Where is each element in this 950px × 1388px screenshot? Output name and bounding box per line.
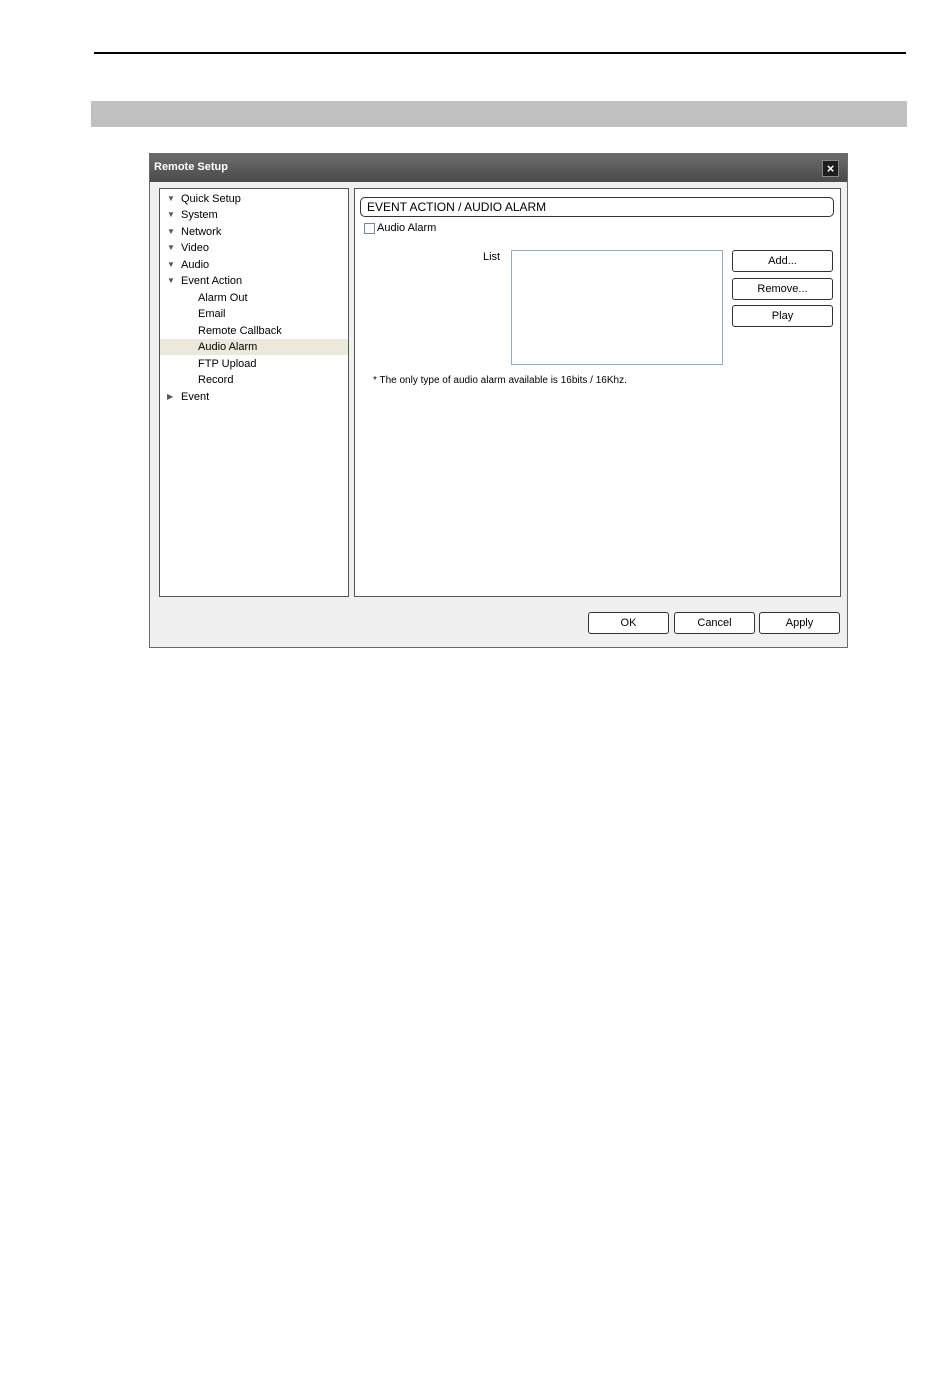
- tree-item-event[interactable]: [160, 389, 348, 405]
- tree-item-label: Email: [198, 308, 226, 320]
- apply-button[interactable]: Apply: [759, 612, 840, 634]
- tree-item-audio-alarm[interactable]: [160, 339, 348, 355]
- tree-item-label: Video: [181, 242, 209, 254]
- play-button[interactable]: Play: [732, 305, 833, 327]
- audio-format-note: * The only type of audio alarm available is 16bits / 16Khz.: [373, 375, 627, 386]
- tree-item-ftp-upload[interactable]: [160, 356, 348, 372]
- tree-item-network[interactable]: [160, 224, 348, 240]
- list-label: List: [483, 251, 501, 263]
- audio-file-listbox[interactable]: [511, 250, 723, 365]
- tree-item-event-action[interactable]: [160, 273, 348, 289]
- dialog-title: Remote Setup: [154, 161, 228, 173]
- expanded-arrow-icon: ▼: [167, 276, 175, 285]
- settings-tree: [159, 188, 349, 597]
- tree-item-label: Audio: [181, 259, 210, 271]
- section-band: [91, 101, 907, 127]
- remote-setup-dialog: [149, 153, 848, 648]
- expanded-arrow-icon: ▼: [167, 227, 175, 236]
- settings-content-panel: [354, 188, 841, 597]
- remove-button[interactable]: Remove...: [732, 278, 833, 300]
- tree-item-label: Alarm Out: [198, 292, 248, 304]
- tree-item-quick-setup[interactable]: [160, 191, 348, 207]
- tree-item-audio[interactable]: [160, 257, 348, 273]
- tree-item-label: Network: [181, 226, 222, 238]
- tree-item-remote-callback[interactable]: [160, 323, 348, 339]
- tree-item-alarm-out[interactable]: [160, 290, 348, 306]
- page-top-rule: [94, 52, 906, 54]
- cancel-button[interactable]: Cancel: [674, 612, 755, 634]
- tree-item-label: Event Action: [181, 275, 243, 287]
- tree-item-system[interactable]: [160, 207, 348, 223]
- tree-item-label: Audio Alarm: [198, 341, 258, 353]
- collapsed-arrow-icon: ▶: [167, 392, 174, 401]
- expanded-arrow-icon: ▼: [167, 194, 175, 203]
- tree-item-label: Remote Callback: [198, 325, 282, 337]
- add-button[interactable]: Add...: [732, 250, 833, 272]
- tree-item-email[interactable]: [160, 306, 348, 322]
- expanded-arrow-icon: ▼: [167, 210, 175, 219]
- section-header: EVENT ACTION / AUDIO ALARM: [360, 197, 834, 217]
- tree-item-label: Event: [181, 391, 210, 403]
- expanded-arrow-icon: ▼: [167, 260, 175, 269]
- dialog-titlebar: [150, 154, 847, 182]
- audio-alarm-checkbox[interactable]: [364, 223, 375, 234]
- audio-alarm-label: Audio Alarm: [377, 222, 437, 235]
- close-icon[interactable]: ×: [822, 160, 839, 177]
- tree-item-label: Record: [198, 374, 234, 386]
- tree-item-label: System: [181, 209, 218, 221]
- expanded-arrow-icon: ▼: [167, 243, 175, 252]
- tree-item-label: FTP Upload: [198, 358, 257, 370]
- tree-item-label: Quick Setup: [181, 193, 241, 205]
- tree-item-record[interactable]: [160, 372, 348, 388]
- ok-button[interactable]: OK: [588, 612, 669, 634]
- tree-item-video[interactable]: [160, 240, 348, 256]
- audio-alarm-checkbox-row[interactable]: [364, 222, 436, 236]
